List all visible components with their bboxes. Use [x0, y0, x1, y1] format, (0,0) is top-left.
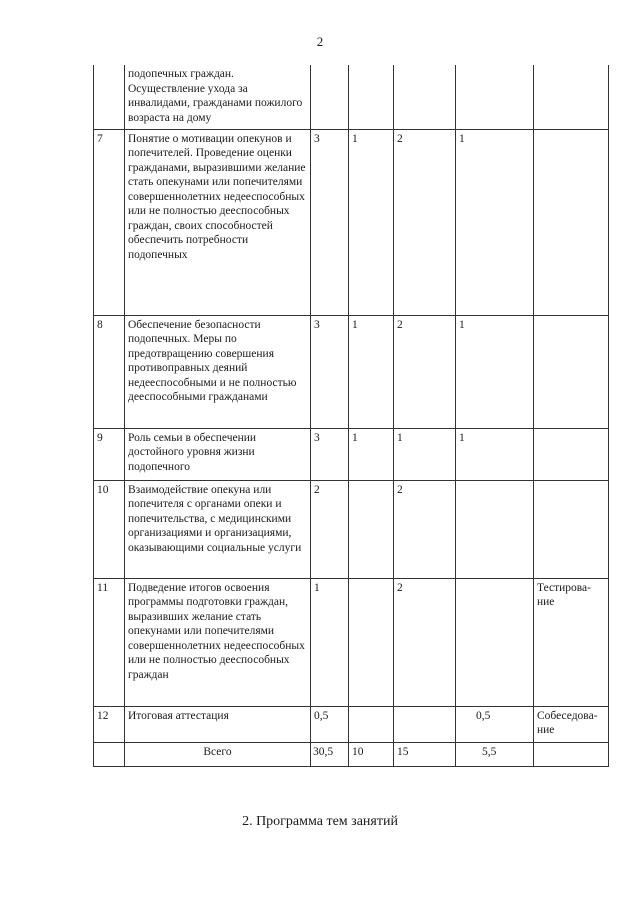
total-hours-cell: 0,5	[311, 706, 349, 742]
theory-hours-cell	[349, 706, 394, 742]
individual-hours-cell: 1	[456, 428, 534, 480]
curriculum-table	[93, 65, 609, 767]
table-row	[94, 65, 609, 129]
control-form-cell	[534, 129, 609, 315]
practice-hours-cell: 2	[394, 578, 456, 706]
control-form-cell	[534, 480, 609, 578]
row-number: 12	[94, 706, 125, 742]
practice-hours-cell: 2	[394, 315, 456, 428]
topic-cell: Роль семьи в обеспечении достойного уровня жизни подопечного	[125, 428, 311, 480]
table-row	[94, 578, 609, 706]
practice-hours-cell: 1	[394, 428, 456, 480]
control-form-cell: Тестирова-ние	[534, 578, 609, 706]
practice-hours-cell	[394, 65, 456, 129]
total-hours-cell	[311, 65, 349, 129]
theory-hours-cell: 1	[349, 428, 394, 480]
control-form-cell: Собеседова-ние	[534, 706, 609, 742]
total-hours-cell: 1	[311, 578, 349, 706]
page-number: 2	[316, 34, 324, 49]
row-number	[94, 65, 125, 129]
total-hours-cell: 3	[311, 129, 349, 315]
individual-hours-cell: 1	[456, 315, 534, 428]
control-form-cell	[534, 428, 609, 480]
row-number: 8	[94, 315, 125, 428]
row-number: 7	[94, 129, 125, 315]
totals-row	[94, 742, 609, 766]
control-form-cell	[534, 315, 609, 428]
practice-hours-sum: 15	[394, 742, 456, 766]
table-row	[94, 480, 609, 578]
topic-cell: Понятие о мотивации опекунов и попечителей. Проведение оценки гражданами, выразившими желание стать опекунами или попечителями совершеннолетних недееспособных или не полностью дееспособных граждан, своих способностей обеспечить потребности подопечных	[125, 129, 311, 315]
individual-hours-cell: 0,5	[456, 706, 534, 742]
section-heading: 2. Программа тем занятий	[242, 814, 398, 829]
topic-cell: Обеспечение безопасности подопечных. Меры по предотвращению совершения противоправных деяний недееспособными и не полностью дееспособными гражданами	[125, 315, 311, 428]
individual-hours-sum: 5,5	[456, 742, 534, 766]
row-number: 10	[94, 480, 125, 578]
totals-label: Всего	[125, 742, 311, 766]
table-row	[94, 428, 609, 480]
topic-cell: Взаимодействие опекуна или попечителя с органами опеки и попечительства, с медицинскими организациями и организациями, оказывающими социальные услуги	[125, 480, 311, 578]
total-hours-cell: 3	[311, 428, 349, 480]
theory-hours-cell	[349, 480, 394, 578]
theory-hours-sum: 10	[349, 742, 394, 766]
topic-cell: Итоговая аттестация	[125, 706, 311, 742]
theory-hours-cell: 1	[349, 129, 394, 315]
individual-hours-cell: 1	[456, 129, 534, 315]
total-hours-cell: 2	[311, 480, 349, 578]
theory-hours-cell: 1	[349, 315, 394, 428]
topic-cell: Подведение итогов освоения программы подготовки граждан, выразивших желание стать опекунами или попечителями совершеннолетних недееспособных или не полностью дееспособных граждан	[125, 578, 311, 706]
practice-hours-cell: 2	[394, 480, 456, 578]
table-row	[94, 129, 609, 315]
table-row	[94, 706, 609, 742]
practice-hours-cell: 2	[394, 129, 456, 315]
control-form-sum	[534, 742, 609, 766]
individual-hours-cell	[456, 578, 534, 706]
total-hours-cell: 3	[311, 315, 349, 428]
theory-hours-cell	[349, 578, 394, 706]
individual-hours-cell	[456, 480, 534, 578]
theory-hours-cell	[349, 65, 394, 129]
table-row	[94, 315, 609, 428]
practice-hours-cell	[394, 706, 456, 742]
individual-hours-cell	[456, 65, 534, 129]
total-hours-sum: 30,5	[311, 742, 349, 766]
row-number: 9	[94, 428, 125, 480]
row-number: 11	[94, 578, 125, 706]
row-number	[94, 742, 125, 766]
control-form-cell	[534, 65, 609, 129]
topic-cell: подопечных граждан. Осуществление ухода за инвалидами, гражданами пожилого возраста на дому	[125, 65, 311, 129]
